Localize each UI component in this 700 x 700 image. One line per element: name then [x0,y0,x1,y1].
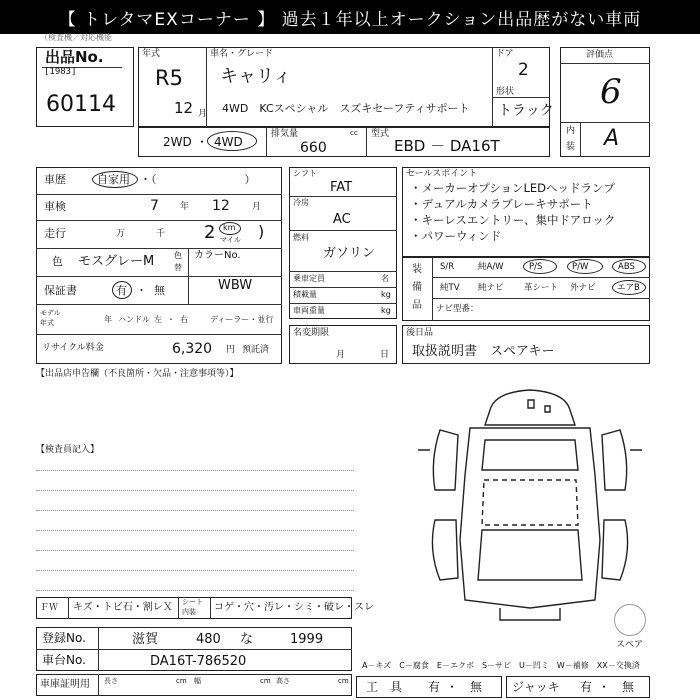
model-year-label-2: 年式 [40,319,54,327]
selling-point-2: ・デュアルカメラブレーキサポート [410,197,593,211]
jack-yes: 有 [580,680,593,694]
color-no-label: カラーNo. [194,250,241,261]
doors-label: ドア [496,49,514,59]
recycle-label: リサイクル料金 [42,343,104,353]
interior-value: A [604,126,620,151]
docs-label: 後日品 [406,328,434,338]
warranty-yes: 有 [116,284,127,297]
color-value: モスグレーM [78,254,155,269]
color-label: 色 [52,255,63,268]
equipment-label-2: 備 [412,282,422,293]
equip-ps: P/S [529,262,543,272]
displacement-value: 660 [300,140,327,156]
inspection-year-unit: 年 [180,202,190,212]
tools-no: 無 [470,680,483,694]
cert-height: 高さ [276,677,290,685]
car-damage-diagram [400,380,660,630]
lot-sub: [1983] [44,67,77,77]
mileage-label: 走行 [44,227,66,240]
jack-no: 無 [622,680,635,694]
mileage-man: 万 [116,229,126,239]
mileage-unit-km: km [223,223,236,232]
fw-text: キズ・トビ石・割レＸ [73,602,173,613]
registration-class: 480 [196,632,221,647]
cert-cm-2: cm [260,677,271,685]
inspection-label: 車検 [44,200,66,213]
shape-label: 形状 [496,87,515,97]
seat-label-2: 内装 [182,608,196,616]
inspection-year: 7 [150,198,159,214]
selling-point-3: ・キーレスエントリー、集中ドアロック [410,213,616,227]
selling-point-4: ・パワーウィンド [410,229,502,243]
mileage-unit-mile: マイル [220,236,241,244]
equip-pw: P/W [572,262,589,272]
handle-right: 右 [180,315,188,324]
selling-point-1: ・メーカーオプションLEDヘッドランプ [410,181,616,195]
seat-label-1: シート [182,598,203,606]
color-change-label-1: 色 [174,251,182,260]
displacement-label: 排気量 [271,129,299,139]
recycle-note: 預託済 [242,345,270,355]
equip-leather: 革シート [524,283,559,293]
score-label: 評価点 [586,50,614,60]
inspection-month: 12 [212,198,230,214]
equipment-label-3: 品 [412,300,422,311]
handle-left: 左 [154,315,162,324]
warranty-no: 無 [154,284,165,297]
handle-dot: ・ [167,315,175,324]
lot-number: 60114 [46,92,116,117]
cert-label: 車庫証明用 [40,679,90,690]
year-era: R5 [155,66,183,90]
interior-label-2: 装 [566,142,576,152]
year-month: 12 [174,99,194,117]
score-value: 6 [600,72,622,112]
seller-notes-label: 【出品店申告欄（不良箇所・欠品・注意事項等）】 [36,369,239,379]
weight-unit: kg [381,306,391,315]
equip-ext-navi: 外ナビ [570,283,596,293]
warranty-label: 保証書 [44,284,77,297]
damage-legend: A－キズ C－腐食 E－エクボ S－サビ U－凹ミ W－補修 XX－交換済 [362,661,640,670]
model-code-value: EBD － DA16T [394,137,500,155]
inspection-month-unit: 月 [252,202,262,212]
ac-value: AC [333,212,351,227]
cert-width: 幅 [194,677,201,685]
shape-value: トラック [498,103,554,119]
drive-2wd: 2WD [163,135,192,149]
mileage-value: 2 [204,222,216,243]
drive-sep: ・ [196,135,209,149]
equip-abs: ABS [618,262,635,272]
selling-points-label: セールスポイント [406,169,478,179]
color-no-value: WBW [218,278,253,293]
capacity-unit: 名 [381,274,389,283]
load-label: 積載量 [293,290,317,299]
seat-text: コゲ・穴・汚レ・シミ・破レ・スレ [214,602,374,613]
displacement-unit: cc [350,129,358,137]
name-change-label: 名変期限 [293,328,330,338]
equip-sr: S/R [440,262,455,272]
fw-label: ＦＷ [40,603,59,613]
chassis-label: 車台No. [42,653,86,667]
recycle-unit: 円 [226,345,236,355]
lot-label: 出品No. [45,48,104,66]
spare-label: スペア [616,640,644,650]
equip-navi: 純ナビ [478,283,504,293]
equip-aw: 純A/W [478,262,504,272]
mileage-paren: ) [258,222,265,241]
shift-value: FAT [330,180,353,195]
jack-dot: ・ [598,680,611,694]
registration-kana: な [240,632,254,647]
year-month-unit: 月 [198,109,208,119]
car-outline [418,390,642,620]
handle-label: ハンドル [118,315,150,324]
equipment-label-1: 装 [412,264,422,275]
warranty-sep: ・ [136,284,147,297]
model-code-label: 型式 [371,129,390,139]
navi-model-label: ナビ型番： [436,304,479,314]
fuel-value: ガソリン [323,246,376,261]
doors-value: 2 [518,60,529,80]
jack-label: ジャッキ [512,680,560,694]
model-year-label-1: モデル [40,309,61,317]
registration-place: 滋賀 [132,632,159,647]
drive-4wd: 4WD [214,135,243,149]
tools-yes: 有 [428,680,441,694]
registration-label: 登録No. [42,631,86,645]
shift-label: シフト [293,169,317,178]
model-year-year: 年 [104,315,112,324]
history-suffix: ・（ ） [140,173,256,186]
registration-number: 1999 [290,632,324,647]
cert-cm-3: cm [338,677,349,685]
tools-label: 工 具 [366,680,403,694]
load-unit: kg [381,290,391,299]
year-label: 年式 [142,49,161,59]
model-grade: 4WD KCスペシャル スズキセーフティサポート [222,102,470,115]
chassis-value: DA16T-786520 [150,654,247,669]
ac-label: 冷房 [293,198,309,207]
model-name: キャリィ [220,66,292,87]
cert-cm-1: cm [176,677,187,685]
history-label: 車歴 [44,173,66,186]
equip-airbag: エアB [617,283,640,293]
model-label: 車名・グレード [210,49,274,59]
docs-value: 取扱説明書 スペアキー [412,344,555,359]
recycle-value: 6,320 [172,341,213,357]
tools-dot: ・ [446,680,459,694]
cert-length: 長さ [104,677,118,685]
spare-tire-icon [614,604,646,636]
interior-label-1: 内 [566,126,576,136]
mileage-sen: 千 [156,229,166,239]
name-change-day: 日 [380,350,390,360]
inspector-notes-label: 【検査員記入】 [36,445,100,455]
history-value: 自家用 [97,173,130,186]
dealer-label: ディーラー・並行 [210,315,274,324]
fuel-label: 燃料 [293,233,309,242]
capacity-label: 乗車定員 [293,274,325,283]
faded-header-text: （検査機／対応機能 [40,33,112,42]
header-banner: 【 トレタマEXコーナー 】 過去１年以上オークション出品歴がない車両 [0,0,700,34]
equip-tv: 純TV [440,283,460,293]
color-change-label-2: 替 [174,263,182,272]
name-change-month: 月 [336,350,346,360]
weight-label: 車両重量 [293,306,325,315]
